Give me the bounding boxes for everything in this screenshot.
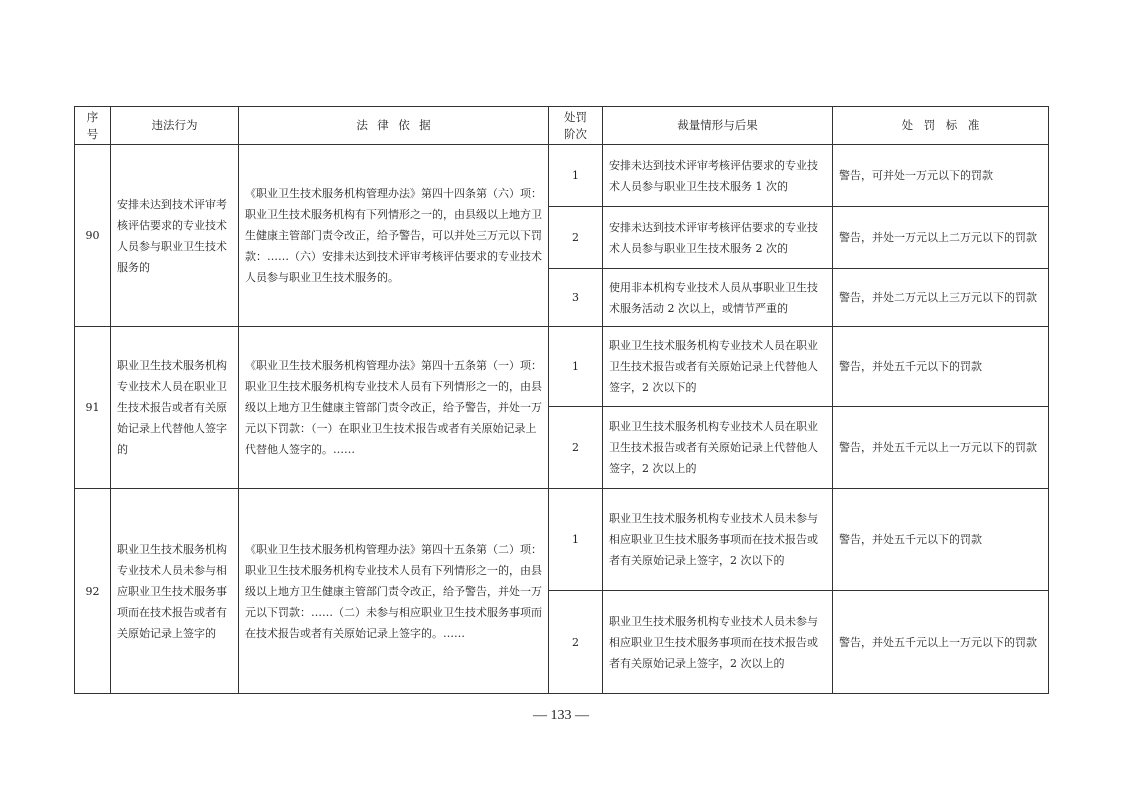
row-penalty-standard: 警告，并处五千元以上一万元以下的罚款 [833, 407, 1049, 489]
header-legal-basis: 法 律 依 据 [239, 107, 549, 145]
table-header-row [75, 107, 1049, 145]
row-stage: 3 [549, 269, 603, 327]
row-behavior: 职业卫生技术服务机构专业技术人员在职业卫生技术报告或者有关原始记录上代替他人签字的 [111, 327, 239, 489]
row-circumstance: 安排未达到技术评审考核评估要求的专业技术人员参与职业卫生技术服务 2 次的 [603, 207, 833, 269]
row-circumstance: 安排未达到技术评审考核评估要求的专业技术人员参与职业卫生技术服务 1 次的 [603, 145, 833, 207]
row-penalty-standard: 警告，并处一万元以上二万元以下的罚款 [833, 207, 1049, 269]
row-stage: 2 [549, 591, 603, 694]
header-circumstance: 裁量情形与后果 [603, 107, 833, 145]
row-behavior: 安排未达到技术评审考核评估要求的专业技术人员参与职业卫生技术服务的 [111, 145, 239, 327]
header-seq: 序号 [75, 107, 111, 145]
table-row [75, 145, 1049, 207]
row-circumstance: 职业卫生技术服务机构专业技术人员在职业卫生技术报告或者有关原始记录上代替他人签字，2 次以上的 [603, 407, 833, 489]
row-stage: 2 [549, 207, 603, 269]
row-penalty-standard: 警告，并处五千元以下的罚款 [833, 489, 1049, 591]
header-behavior: 违法行为 [111, 107, 239, 145]
row-stage: 1 [549, 489, 603, 591]
row-penalty-standard: 警告，并处五千元以上一万元以下的罚款 [833, 591, 1049, 694]
table-row [75, 327, 1049, 407]
row-legal-basis: 《职业卫生技术服务机构管理办法》第四十五条第（一）项：职业卫生技术服务机构专业技术人员有下列情形之一的，由县级以上地方卫生健康主管部门责令改正，给予警告，并处一万元以下罚款：（一）在职业卫生技术报告或者有关原始记录上代替他人签字的。…… [239, 327, 549, 489]
header-penalty-standard: 处 罚 标 准 [833, 107, 1049, 145]
row-seq: 92 [75, 489, 111, 694]
row-stage: 1 [549, 327, 603, 407]
row-stage: 1 [549, 145, 603, 207]
row-circumstance: 职业卫生技术服务机构专业技术人员未参与相应职业卫生技术服务事项而在技术报告或者有关原始记录上签字，2 次以下的 [603, 489, 833, 591]
row-seq: 91 [75, 327, 111, 489]
row-circumstance: 使用非本机构专业技术人员从事职业卫生技术服务活动 2 次以上，或情节严重的 [603, 269, 833, 327]
penalty-table [74, 106, 1049, 694]
row-legal-basis: 《职业卫生技术服务机构管理办法》第四十五条第（二）项：职业卫生技术服务机构专业技术人员有下列情形之一的，由县级以上地方卫生健康主管部门责令改正，给予警告，并处一万元以下罚款：……（二）未参与相应职业卫生技术服务事项而在技术报告或者有关原始记录上签字的。…… [239, 489, 549, 694]
row-seq: 90 [75, 145, 111, 327]
header-penalty-stage: 处罚阶次 [549, 107, 603, 145]
table-row [75, 489, 1049, 591]
row-penalty-standard: 警告，可并处一万元以下的罚款 [833, 145, 1049, 207]
row-behavior: 职业卫生技术服务机构专业技术人员未参与相应职业卫生技术服务事项而在技术报告或者有关原始记录上签字的 [111, 489, 239, 694]
row-legal-basis: 《职业卫生技术服务机构管理办法》第四十四条第（六）项：职业卫生技术服务机构有下列情形之一的，由县级以上地方卫生健康主管部门责令改正，给予警告，可以并处三万元以下罚款：……（六）安排未达到技术评审考核评估要求的专业技术人员参与职业卫生技术服务的。 [239, 145, 549, 327]
row-penalty-standard: 警告，并处五千元以下的罚款 [833, 327, 1049, 407]
row-circumstance: 职业卫生技术服务机构专业技术人员在职业卫生技术报告或者有关原始记录上代替他人签字，2 次以下的 [603, 327, 833, 407]
row-stage: 2 [549, 407, 603, 489]
row-penalty-standard: 警告，并处二万元以上三万元以下的罚款 [833, 269, 1049, 327]
row-circumstance: 职业卫生技术服务机构专业技术人员未参与相应职业卫生技术服务事项而在技术报告或者有关原始记录上签字，2 次以上的 [603, 591, 833, 694]
page-number: — 133 — [533, 708, 589, 723]
